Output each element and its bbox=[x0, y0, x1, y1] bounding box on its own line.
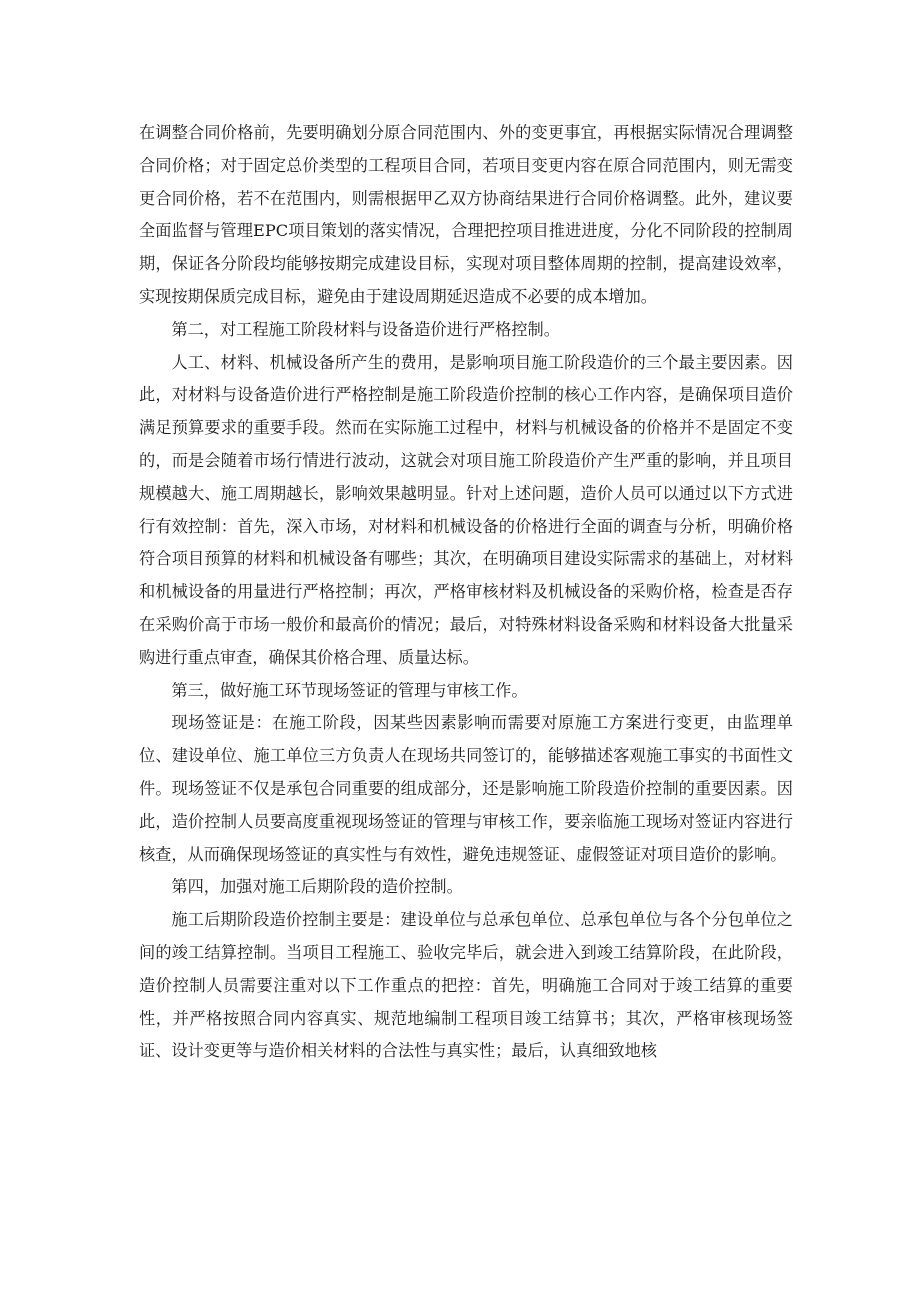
paragraph-materials-equipment: 人工、材料、机械设备所产生的费用，是影响项目施工阶段造价的三个最主要因素。因此，对材料与设备造价进行严格控制是施工阶段造价控制的核心工作内容，是确保项目造价满足预算要求的重要手段。然而在实际施工过程中，材料与机械设备的价格并不是固定不变的，而是会随着市场行情进行波动，这就会对项目施工阶段造价产生严重的影响，并且项目规模越大、施工周期越长，影响效果越明显。针对上述问题，造价人员可以通过以下方式进行有效控制：首先，深入市场，对材料和机械设备的价格进行全面的调查与分析，明确价格符合项目预算的材料和机械设备有哪些；其次，在明确项目建设实际需求的基础上，对材料和机械设备的用量进行严格控制；再次，严格审核材料及机械设备的采购价格，检查是否存在采购价高于市场一般价和最高价的情况；最后，对特殊材料设备采购和材料设备大批量采购进行重点审查，确保其价格合理、质量达标。 bbox=[139, 352, 793, 667]
section-heading-second: 第二，对工程施工阶段材料与设备造价进行严格控制。 bbox=[171, 319, 560, 339]
paragraph-final-settlement: 施工后期阶段造价控制主要是：建设单位与总承包单位、总承包单位与各个分包单位之间的竣工结算控制。当项目工程施工、验收完毕后，就会进入到竣工结算阶段，在此阶段，造价控制人员需要注重对以下工作重点的把控：首先，明确施工合同对于竣工结算的重要性，并严格按照合同内容真实、规范地编制工程项目竣工结算书；其次，严格审核现场签证、设计变更等与造价相关材料的合法性与真实性；最后，认真细致地核 bbox=[139, 910, 793, 1061]
document-body bbox=[139, 117, 793, 1068]
section-heading-fourth: 第四，加强对施工后期阶段的造价控制。 bbox=[171, 877, 463, 897]
section-heading-third: 第三，做好施工环节现场签证的管理与审核工作。 bbox=[171, 680, 528, 700]
paragraph-site-visa: 现场签证是：在施工阶段，因某些因素影响而需要对原施工方案进行变更，由监理单位、建设单位、施工单位三方负责人在现场共同签订的，能够描述客观施工事实的书面性文件。现场签证不仅是承包合同重要的组成部分，还是影响施工阶段造价控制的重要因素。因此，造价控制人员要高度重视现场签证的管理与审核工作，要亲临施工现场对签证内容进行核查，从而确保现场签证的真实性与有效性，避免违规签证、虚假签证对项目造价的影响。 bbox=[139, 713, 793, 864]
paragraph-continuation: 在调整合同价格前，先要明确划分原合同范围内、外的变更事宜，再根据实际情况合理调整合同价格；对于固定总价类型的工程项目合同，若项目变更内容在原合同范围内，则无需变更合同价格，若不在范围内，则需根据甲乙双方协商结果进行合同价格调整。此外，建议要全面监督与管理EPC项目策划的落实情况，合理把控项目推进进度，分化不同阶段的控制周期，保证各分阶段均能够按期完成建设目标，实现对项目整体周期的控制，提高建设效率，实现按期保质完成目标，避免由于建设周期延迟造成不必要的成本增加。 bbox=[139, 123, 793, 306]
